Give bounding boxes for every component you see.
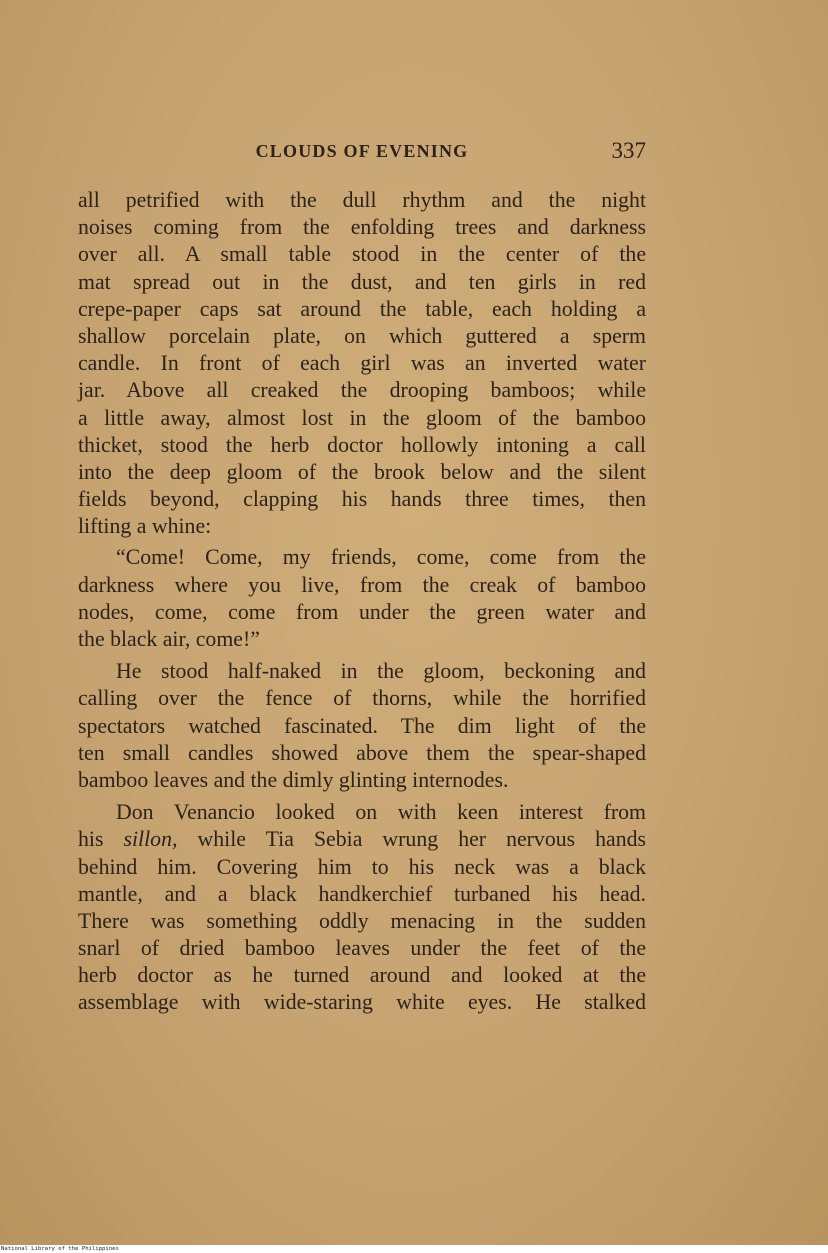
text-run: his xyxy=(78,827,104,852)
text-line: jar. Above all creaked the drooping bamboos; while xyxy=(78,378,646,403)
paragraph xyxy=(78,799,646,1017)
text-line: into the deep gloom of the brook below and the silent xyxy=(78,459,646,484)
page-number: 337 xyxy=(611,138,646,163)
text-line: lifting a whine: xyxy=(78,514,212,539)
text-line: herb doctor as he turned around and looked at the xyxy=(78,963,646,988)
text-line: He stood half-naked in the gloom, beckoning and xyxy=(116,659,646,684)
text-line: all petrified with the dull rhythm and the night xyxy=(78,188,646,212)
page-header xyxy=(78,138,646,168)
footer-strip xyxy=(0,1245,828,1253)
text-line: There was something oddly menacing in the sudden xyxy=(78,908,646,933)
text-line: mat spread out in the dust, and ten girls in red xyxy=(78,269,646,294)
text-line: assemblage with wide-staring white eyes. He stalked xyxy=(78,990,646,1015)
text-line: fields beyond, clapping his hands three times, then xyxy=(78,487,646,512)
paragraph xyxy=(78,544,646,653)
text-line: the black air, come!” xyxy=(78,627,260,651)
text-line xyxy=(78,826,646,853)
italic-word: sillon, xyxy=(123,827,178,852)
text-line: Don Venancio looked on with keen interest from xyxy=(116,800,646,825)
text-line: darkness where you live, from the creak of bamboo xyxy=(78,572,646,597)
text-line: calling over the fence of thorns, while the horrified xyxy=(78,686,646,711)
text-line: noises coming from the enfolding trees and darkness xyxy=(78,215,646,240)
running-head: CLOUDS OF EVENING xyxy=(255,141,469,161)
body-text xyxy=(78,187,646,1017)
text-line: spectators watched fascinated. The dim light of the xyxy=(78,713,646,738)
text-line: bamboo leaves and the dimly glinting internodes. xyxy=(78,767,509,792)
text-line: candle. In front of each girl was an inverted water xyxy=(78,351,646,376)
text-line: ten small candles showed above them the spear-shaped xyxy=(78,740,646,765)
paragraph xyxy=(78,658,646,794)
paragraph xyxy=(78,187,646,540)
text-line: mantle, and a black handkerchief turbaned his head. xyxy=(78,881,646,906)
text-line: thicket, stood the herb doctor hollowly intoning a call xyxy=(78,432,646,457)
text-line: nodes, come, come from under the green water and xyxy=(78,599,646,624)
text-run: while Tia Sebia wrung her nervous hands xyxy=(197,827,647,852)
text-line: a little away, almost lost in the gloom of the bamboo xyxy=(78,405,646,430)
text-line: “Come! Come, my friends, come, come from the xyxy=(116,545,646,570)
text-line: shallow porcelain plate, on which guttered a sperm xyxy=(78,323,646,348)
text-line: crepe-paper caps sat around the table, each holding a xyxy=(78,296,646,321)
text-line: behind him. Covering him to his neck was a black xyxy=(78,854,646,879)
text-line: snarl of dried bamboo leaves under the feet of the xyxy=(78,936,646,961)
library-credit: National Library of the Philippines xyxy=(1,1246,119,1252)
text-line: over all. A small table stood in the center of the xyxy=(78,242,646,267)
